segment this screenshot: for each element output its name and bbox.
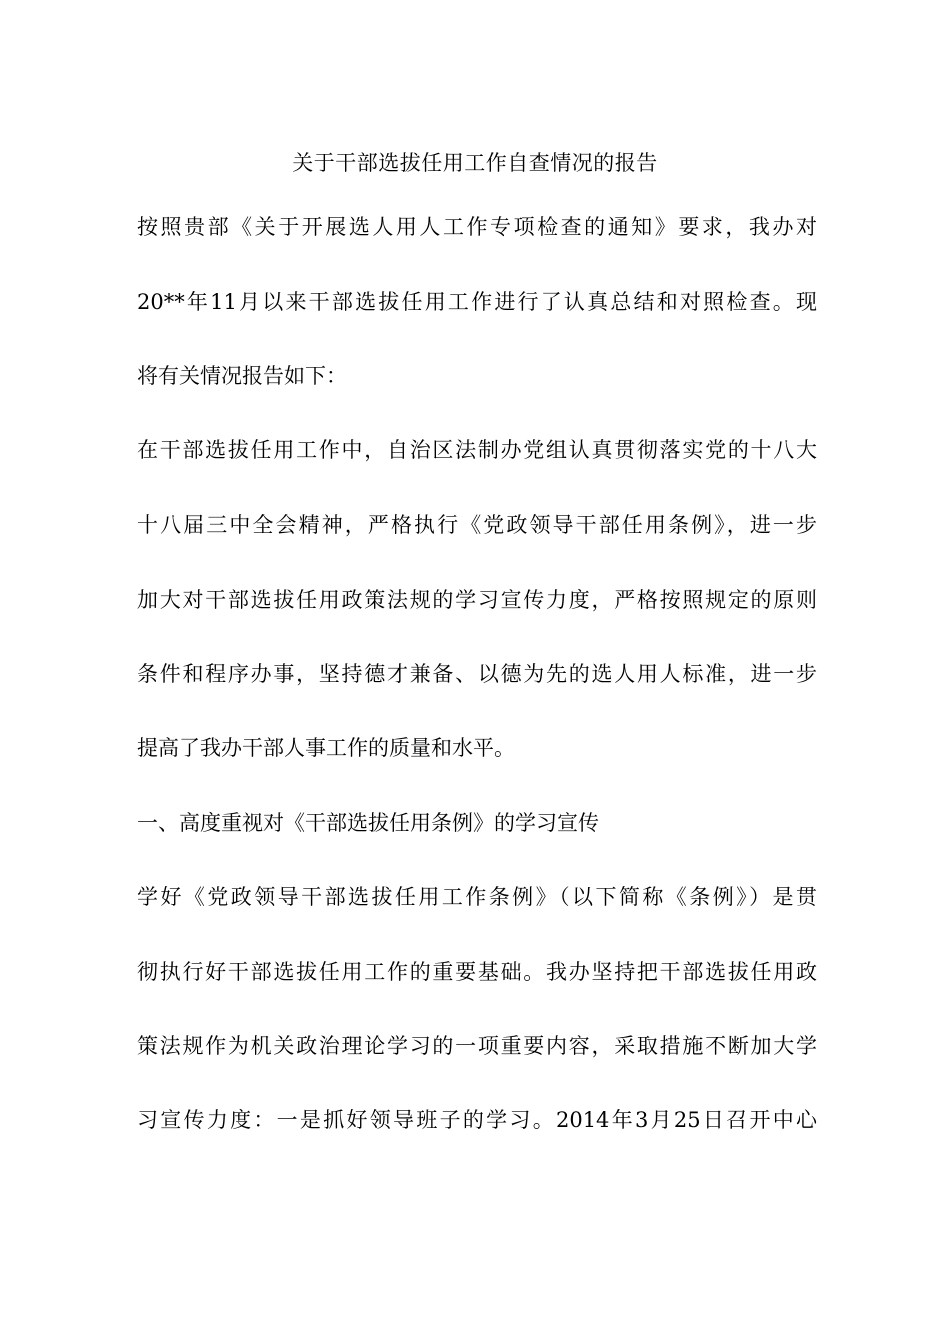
section-heading: 一、高度重视对《干部选拔任用条例》的学习宣传: [137, 811, 599, 835]
paragraph-line: 条件和程序办事，坚持德才兼备、以德为先的选人用人标准，进一步: [137, 662, 817, 686]
paragraph-line: 加大对干部选拔任用政策法规的学习宣传力度，严格按照规定的原则: [137, 588, 817, 612]
paragraph-line: 彻执行好干部选拔任用工作的重要基础。我办坚持把干部选拔任用政: [137, 960, 817, 984]
paragraph-line: 20**年11月以来干部选拔任用工作进行了认真总结和对照检查。现: [137, 290, 817, 314]
paragraph-line: 策法规作为机关政治理论学习的一项重要内容，采取措施不断加大学: [137, 1034, 817, 1058]
paragraph-line: 学好《党政领导干部选拔任用工作条例》（以下简称《条例》）是贯: [137, 885, 817, 909]
paragraph-line: 提高了我办干部人事工作的质量和水平。: [137, 736, 515, 760]
paragraph-line: 按照贵部《关于开展选人用人工作专项检查的通知》要求，我办对: [137, 215, 817, 239]
document-title: 关于干部选拔任用工作自查情况的报告: [292, 151, 658, 175]
paragraph-line: 习宣传力度：一是抓好领导班子的学习。2014年3月25日召开中心: [137, 1108, 817, 1132]
paragraph-line: 将有关情况报告如下：: [137, 364, 347, 388]
paragraph-line: 在干部选拔任用工作中，自治区法制办党组认真贯彻落实党的十八大: [137, 438, 817, 462]
paragraph-line: 十八届三中全会精神，严格执行《党政领导干部任用条例》，进一步: [137, 513, 817, 537]
